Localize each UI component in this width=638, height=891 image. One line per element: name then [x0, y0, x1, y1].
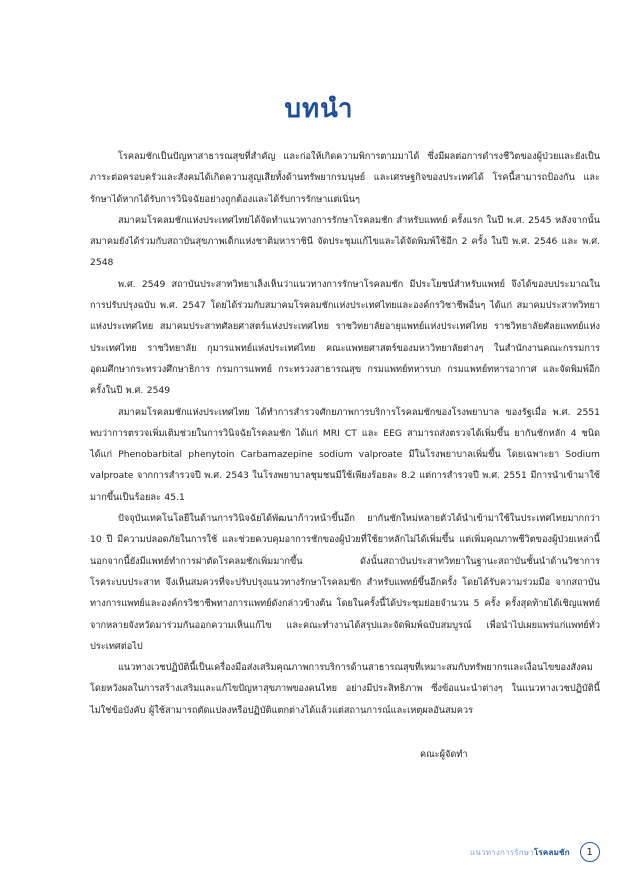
paragraph-4: สมาคมโรคลมชักแห่งประเทศไทย ได้ทำการสำรวจศักยภาพการบริการโรคลมชักของโรงพยาบาล ของรัฐเมื่อ พ.ศ. 2551 พบว่าการตรวจเพิ่มเติมช่วยในการวินิจฉัยโรคลมชัก ได้แก่ MRI CT และ EEG สามารถส่งตรวจได้เพิ่มขึ้น ยากันชักหลัก 4 ชนิด ได้แก่ Phenobarbital phenytoin Carbamazepine sodium valproate มีในโรงพยาบาลเพิ่มขึ้น โดยเฉพาะยา Sodium valproate จากการสำรวจปี พ.ศ. 2543 ในโรงพยาบาลชุมชนมีใช้เพียงร้อยละ 8.2 แต่การสำรวจปี พ.ศ. 2551 มีการนำเข้ามาใช้มากขึ้นเป็นร้อยละ 45.1: [90, 406, 600, 503]
footer-title-suffix: โรคลมชัก: [533, 847, 570, 857]
paragraph-1: โรคลมชักเป็นปัญหาสาธารณสุขที่สำคัญ และก่อให้เกิดความพิการตามมาได้ ซึ่งมีผลต่อการดำรงชีวิตของผู้ป่วยและยังเป็นภาระต่อครอบครัวและสังคมได้เกิดความสูญเสียทั้งด้านทรัพยากรมนุษย์ และเศรษฐกิจของประเทศได้ โรคนี้สามารถป้องกัน และรักษาได้หากได้รับการวินิจฉัยอย่างถูกต้องและได้รับการรักษาแต่เนิ่นๆ: [90, 151, 600, 205]
paragraph-2: สมาคมโรคลมชักแห่งประเทศไทยได้จัดทำแนวทางการรักษาโรคลมชัก สำหรับแพทย์ ครั้งแรก ในปี พ.ศ. 2545 หลังจากนั้น สมาคมยังได้ร่วมกับสถาบันสุขภาพเด็กแห่งชาติมหาราชินี จัดประชุมแก้ไขและได้จัดพิมพ์ใช้อีก 2 ครั้ง ในปี พ.ศ. 2546 และ พ.ศ. 2548: [90, 214, 600, 269]
page-title: บทนำ: [284, 94, 354, 124]
paragraph-3: พ.ศ. 2549 สถาบันประสาทวิทยาเล็งเห็นว่าแนวทางการรักษาโรคลมชัก มีประโยชน์สำหรับแพทย์ จึงได้ของบประมาณในการปรับปรุงฉบับ พ.ศ. 2547 โดยได้ร่วมกับสมาคมโรคลมชักแห่งประเทศไทยและองค์กรวิชาชีพอื่นๆ ได้แก่ สมาคมประสาทวิทยาแห่งประเทศไทย สมาคมประสาทศัลยศาสตร์แห่งประเทศไทย ราชวิทยาลัยอายุแพทย์แห่งประเทศไทย ราชวิทยาลัยศัลยแพทย์แห่งประเทศไทย ราชวิทยาลัย กุมารแพทย์แห่งประเทศไทย คณะแพทยศาสตร์ของมหาวิทยาลัยต่างๆ ในสำนักงานคณะกรรมการอุดมศึกษากระทรวงศึกษาธิการ กรมการแพทย์ กระทรวงสาธารณสุข กรมแพทย์ทหารบก กรมแพทย์ทหารอากาศ และจัดพิมพ์อีกครั้งในปี พ.ศ. 2549: [90, 278, 600, 397]
page-footer: [470, 841, 600, 863]
signature: คณะผู้จัดทำ: [420, 749, 468, 760]
footer-title-prefix: แนวทางการรักษา: [470, 847, 534, 857]
footer-title: [470, 846, 570, 859]
page-number: 1: [580, 842, 600, 862]
body-text: [90, 146, 600, 721]
paragraph-5: ปัจจุบันเทคโนโลยีในด้านการวินิจฉัยได้พัฒนาก้าวหน้าขึ้นอีก ยากันชักใหม่หลายตัวได้นำเข้ามาใช้ในประเทศไทยมากกว่า 10 ปี มีความปลอดภัยในการใช้ และช่วยควบคุมอาการชักของผู้ป่วยที่ใช้ยาหลักไม่ได้เพิ่มขึ้น แต่เพิ่มคุณภาพชีวิตของผู้ป่วยเหล่านี้ นอกจากนี้ยังมีแพทย์ทำการผ่าตัดโรคลมชักเพิ่มมากขึ้น ดังนั้นสถาบันประสาทวิทยาในฐานะสถาบันชั้นนำด้านวิชาการโรคระบบประสาท จึงเห็นสมควรที่จะปรับปรุงแนวทางรักษาโรคลมชัก สำหรับแพทย์ขึ้นอีกครั้ง โดยได้รับความร่วมมือ จากสถาบันทางการแพทย์และองค์กรวิชาชีพทางการแพทย์ดังกล่าวข้างต้น โดยในครั้งนี้ได้ประชุมย่อยจำนวน 5 ครั้ง ครั้งสุดท้ายได้เชิญแพทย์ จากหลายจังหวัดมาร่วมกันออกความเห็นแก้ไข และคณะทำงานได้สรุปและจัดพิมพ์ฉบับสมบูรณ์ เพื่อนำไปเผยแพร่แก่แพทย์ทั่วประเทศต่อไป: [90, 513, 600, 652]
paragraph-6: แนวทางเวชปฏิบัตินี้เป็นเครื่องมือส่งเสริมคุณภาพการบริการด้านสาธารณสุขที่เหมาะสมกับทรัพยากรและเงื่อนไขของสังคม โดยหวังผลในการสร้างเสริมและแก้ไขปัญหาสุขภาพของคนไทย อย่างมีประสิทธิภาพ ซึ่งข้อแนะนำต่างๆ ในแนวทางเวชปฏิบัตินี้ไม่ใช่ข้อบังคับ ผู้ใช้สามารถตัดแปลงหรือปฏิบัติแตกต่างได้แล้วแต่สถานการณ์และเหตุผลอันสมควร: [90, 662, 600, 716]
